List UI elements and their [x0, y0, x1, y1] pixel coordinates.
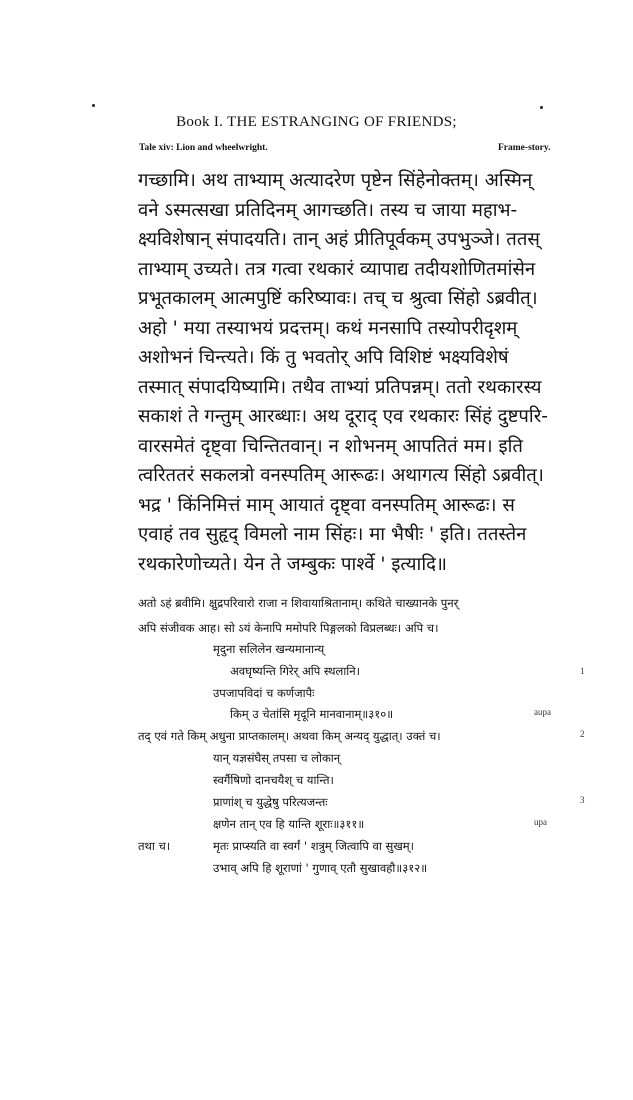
verse-line: क्षणेन तान् एव हि यान्ति शूराः॥३११॥: [213, 817, 365, 831]
small-prose-line: अपि संजीवक आह। सो ऽयं केनापि ममोपरि पिङ्गलको विप्रलब्धः। अपि च।: [138, 621, 439, 635]
prose-line: त्वरिततरं सकलत्रो वनस्पतिम् आरूढः। अथागत्य सिंहो ऽब्रवीत्।: [138, 465, 544, 486]
prose-line: ताभ्याम् उच्यते। तत्र गत्वा रथकारं व्यापाद्य तदीयशोणितमांसेन: [138, 258, 536, 280]
prose-line: प्रभूतकालम् आत्मपुष्टिं करिष्यावः। तच् च श्रुत्वा सिंहो ऽब्रवीत्।: [138, 288, 538, 309]
prose-line: गच्छामि। अथ ताभ्याम् अत्यादरेण पृष्टेन सिंहेनोक्तम्। अस्मिन्: [138, 170, 533, 191]
running-head-left: Tale xiv: Lion and wheelwright.: [139, 143, 268, 153]
verse-line: किम् उ चेतांसि मृदूनि मानवानाम्॥३१०॥: [230, 707, 394, 721]
verse-line: प्राणांश् च युद्धेषु परित्यजन्तः: [213, 795, 328, 809]
page-header-title: Book I. THE ESTRANGING OF FRIENDS;: [176, 114, 457, 130]
page-speck: [540, 106, 543, 109]
prose-line: सकाशं ते गन्तुम् आरब्धाः। अथ दूराद् एव रथकारः सिंहं दुष्टपरि-: [138, 406, 548, 427]
verse-line: अवघृष्यन्ति गिरेर् अपि स्थलानि।: [230, 664, 361, 678]
verse-line: स्वर्गैषिणो दानचयैश् च यान्ति।: [213, 773, 334, 787]
prose-line: अशोभनं चिन्त्यते। किं तु भवतोर् अपि विशिष्टं भक्ष्यविशेषं: [138, 347, 509, 368]
margin-note: 1: [580, 666, 585, 676]
verse-line: उभाव् अपि हि शूराणां ' गुणाव् एतौ सुखावहौ॥३१२॥: [213, 861, 428, 875]
margin-note: upa: [534, 817, 547, 827]
verse-line: यान् यज्ञसंघैस् तपसा च लोकान्: [213, 751, 341, 765]
verse-line: मृदुना सलिलेन खन्यमानान्य्: [213, 642, 325, 656]
small-prose-line: अतो ऽहं ब्रवीमि। क्षुद्रपरिवारो राजा न शिवायाश्रितानाम्। कथिते चाख्यानके पुनर्: [138, 596, 459, 610]
prose-line: एवाहं तव सुहृद् विमलो नाम सिंहः। मा भैषीः ' इति। ततस्तेन: [138, 524, 527, 545]
prose-line: वारसमेतं दृष्ट्वा चिन्तितवान्। न शोभनम् आपतितं मम। इति: [138, 435, 523, 457]
margin-note: 3: [580, 795, 585, 805]
margin-note: 2: [580, 729, 585, 739]
small-prose-line: तथा च।: [138, 839, 171, 853]
prose-line: भद्र ' किंनिमित्तं माम् आयातं दृष्ट्वा वनस्पतिम् आरूढः। स: [138, 494, 515, 516]
prose-line: क्ष्यविशेषान् संपादयति। तान् अहं प्रीतिपूर्वकम् उपभुञ्जे। ततस्: [138, 229, 540, 250]
small-prose-line: तद् एवं गते किम् अधुना प्राप्तकालम्। अथवा किम् अन्यद् युद्धात्। उक्तं च।: [138, 729, 441, 743]
prose-line: तस्मात् संपादयिष्यामि। तथैव ताभ्यां प्रतिपन्नम्। ततो रथकारस्य: [138, 376, 542, 398]
verse-line: मृतः प्राप्स्यति वा स्वर्गं ' शत्रुम् जित्वापि वा सुखम्।: [213, 839, 414, 853]
running-head-right: Frame-story.: [498, 143, 551, 153]
prose-line: वने ऽस्मत्सखा प्रतिदिनम् आगच्छति। तस्य च जाया महाभ-: [138, 199, 518, 221]
page-speck: [92, 104, 95, 107]
margin-note: aupa: [534, 707, 551, 717]
main-prose-block: [138, 166, 563, 579]
prose-line: अहो ' मया तस्याभयं प्रदत्तम्। कथं मनसापि तस्योपरीदृशम्: [138, 317, 518, 339]
verse-line: उपजापविदां च कर्णजापैः: [213, 686, 315, 700]
prose-line: रथकारेणोच्यते। येन ते जम्बुकः पार्श्वे ' इत्यादि॥: [138, 553, 448, 575]
